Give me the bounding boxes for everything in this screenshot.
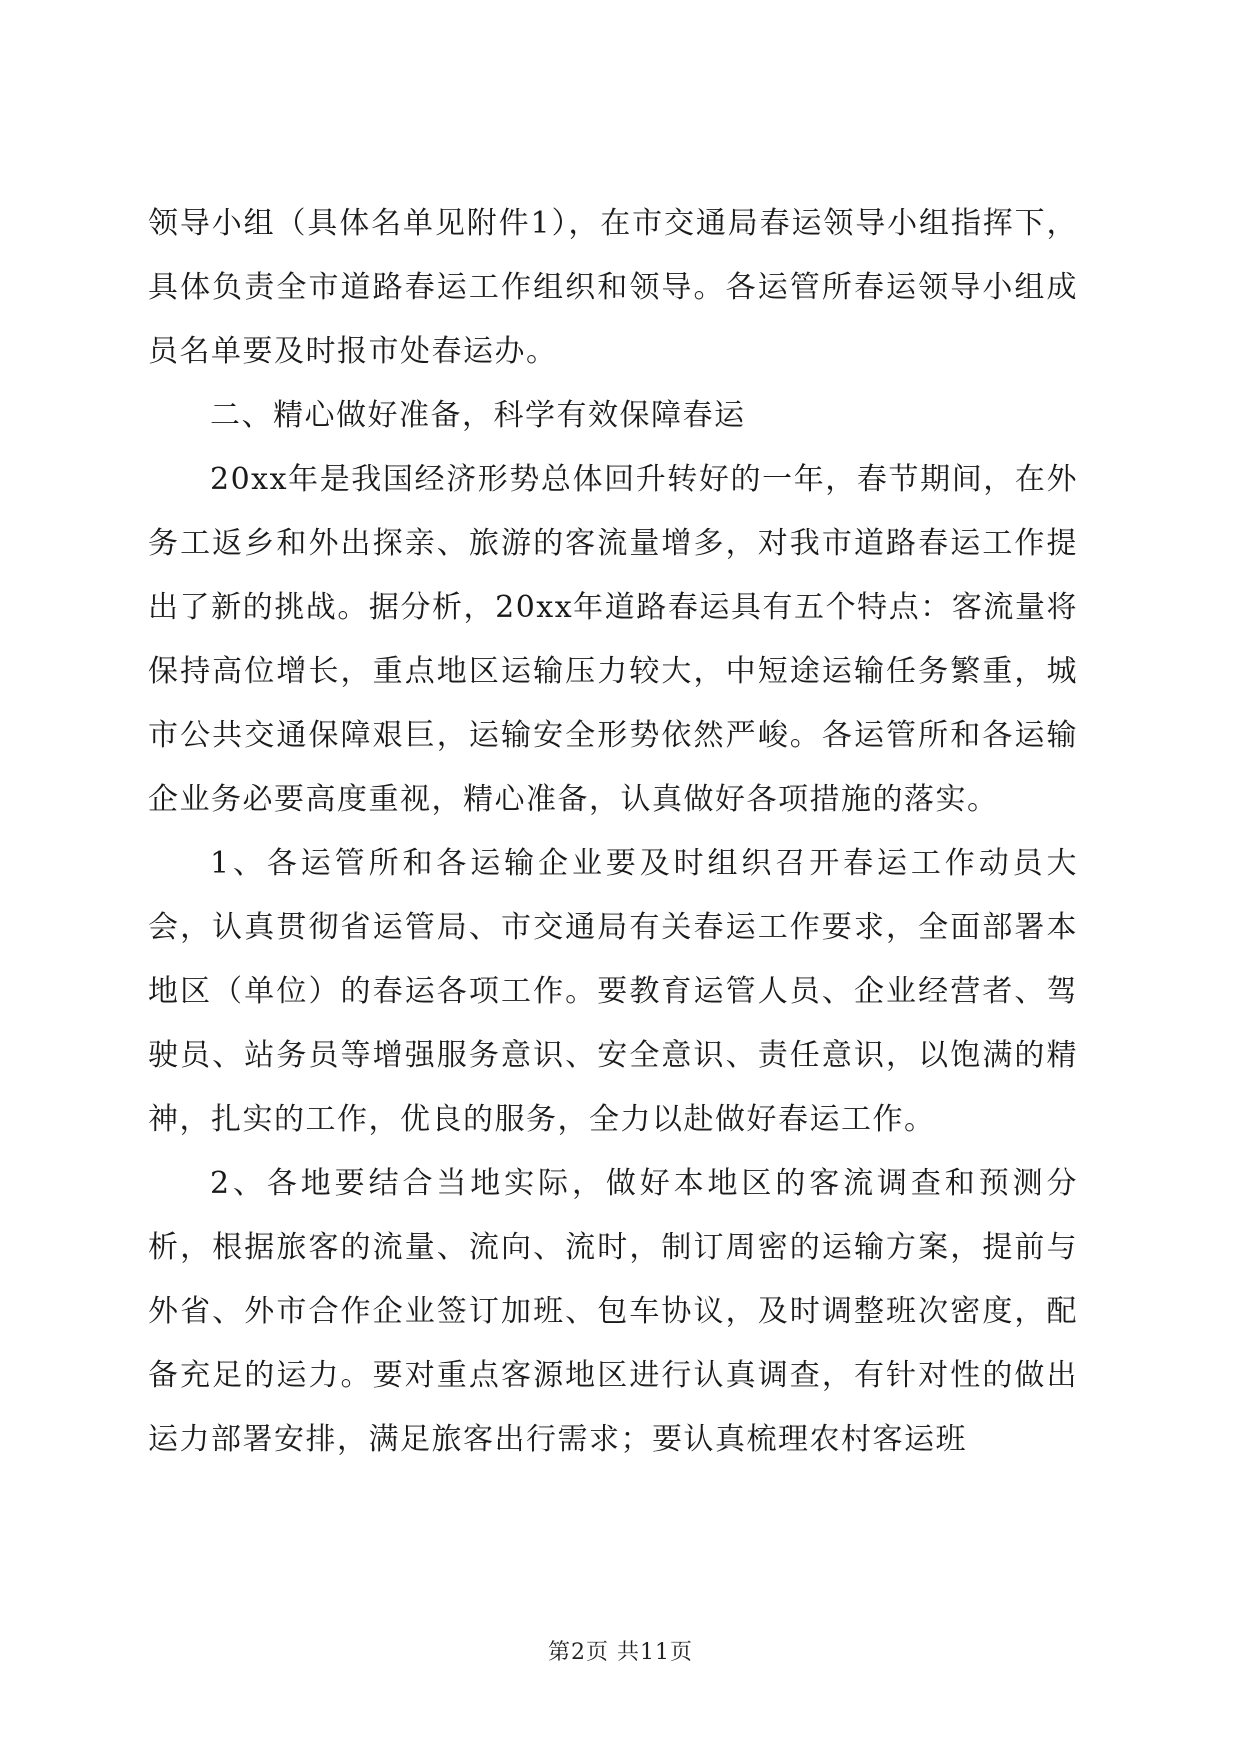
paragraph-overview: 20xx年是我国经济形势总体回升转好的一年，春节期间，在外务工返乡和外出探亲、旅游的客流量增多，对我市道路春运工作提出了新的挑战。据分析，20xx年道路春运具有五个特点：客流量将保持高位增长，重点地区运输压力较大，中短途运输任务繁重，城市公共交通保障艰巨，运输安全形势依然严峻。各运管所和各运输企业务必要高度重视，精心准备，认真做好各项措施的落实。 <box>148 462 1078 817</box>
paragraph-item-1: 1、各运管所和各运输企业要及时组织召开春运工作动员大会，认真贯彻省运管局、市交通局有关春运工作要求，全面部署本地区（单位）的春运各项工作。要教育运管人员、企业经营者、驾驶员、站务员等增强服务意识、安全意识、责任意识，以饱满的精神，扎实的工作，优良的服务，全力以赴做好春运工作。 <box>148 846 1078 1137</box>
paragraph-continuation: 领导小组（具体名单见附件1），在市交通局春运领导小组指挥下，具体负责全市道路春运工作组织和领导。各运管所春运领导小组成员名单要及时报市处春运办。 <box>148 206 1078 369</box>
paragraph-item-2: 2、各地要结合当地实际，做好本地区的客流调查和预测分析，根据旅客的流量、流向、流时，制订周密的运输方案，提前与外省、外市合作企业签订加班、包车协议，及时调整班次密度，配备充足的运力。要对重点客源地区进行认真调查，有针对性的做出运力部署安排，满足旅客出行需求；要认真梳理农村客运班 <box>148 1166 1078 1457</box>
page-number-footer: 第2页 共11页 <box>548 1640 693 1665</box>
document-body <box>148 192 1078 1472</box>
section-heading: 二、精心做好准备，科学有效保障春运 <box>210 398 746 433</box>
